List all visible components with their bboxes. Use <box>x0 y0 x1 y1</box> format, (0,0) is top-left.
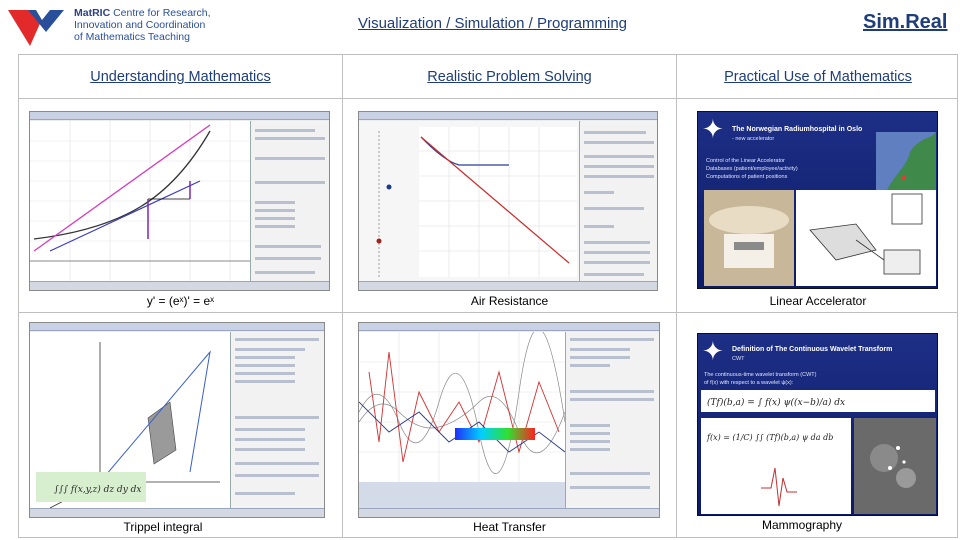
svg-text:∫∫∫ f(x,y,z) dz dy dx: ∫∫∫ f(x,y,z) dz dy dx <box>54 485 142 495</box>
app-bottom-bar <box>359 281 657 290</box>
logo-line-2: Innovation and Coordination <box>74 19 206 31</box>
air-resistance-plot <box>359 121 579 285</box>
nav-title-link[interactable]: Visualization / Simulation / Programming <box>358 15 628 32</box>
svg-text:(Tf)(b,a) = ∫ f(x) ψ((x−b)/a): (Tf)(b,a) = ∫ f(x) ψ((x−b)/a) dx <box>707 398 846 408</box>
col-head-understanding[interactable]: Understanding Mathematics <box>90 69 271 85</box>
derivative-plot <box>30 121 250 285</box>
caption-air-resistance: Air Resistance <box>470 294 549 308</box>
app-bottom-bar <box>359 508 659 517</box>
app-toolbar <box>359 112 657 120</box>
star-icon: ✦ <box>702 336 724 366</box>
slide-subtitle: CWT <box>732 356 745 362</box>
logo-line-3: of Mathematics Teaching <box>74 31 190 43</box>
air-resistance-side-panel <box>579 121 658 281</box>
screenshot-air-resistance-app[interactable] <box>358 111 658 291</box>
slide-title: Definition of The Continuous Wavelet Transform <box>732 346 893 353</box>
col-head-problem-solving[interactable]: Realistic Problem Solving <box>427 69 592 85</box>
app-toolbar <box>359 323 659 331</box>
slide-bullet: Databases (patient/employee/activity) <box>706 166 798 172</box>
screenshot-heat-transfer-app[interactable] <box>358 322 660 518</box>
star-icon: ✦ <box>702 114 724 144</box>
mammogram-image <box>854 418 936 514</box>
caption-linear-accelerator: Linear Accelerator <box>769 294 867 308</box>
heat-transfer-side-panel <box>565 332 660 508</box>
svg-text:f(x) = (1/C) ∫∫ (Tf)(b,a) ψ da: f(x) = (1/C) ∫∫ (Tf)(b,a) ψ da db <box>707 433 834 442</box>
heat-transfer-plot <box>359 332 565 510</box>
norway-map-image <box>876 132 936 196</box>
screenshot-triple-integral-app[interactable] <box>29 322 325 518</box>
app-bottom-bar <box>30 508 324 517</box>
logo-text <box>74 7 211 43</box>
slide-subtitle: - new accelerator <box>732 136 775 142</box>
screenshot-derivative-app[interactable] <box>29 111 330 291</box>
col-head-practical-use[interactable]: Practical Use of Mathematics <box>724 69 912 85</box>
derivative-side-panel <box>250 121 330 281</box>
accelerator-diagram <box>796 190 936 286</box>
caption-derivative: y' = (eˣ)' = eˣ <box>146 294 215 308</box>
grid-divider-h <box>19 312 957 313</box>
slide-bullet: of f(x) with respect to a wavelet ψ(x): <box>704 380 794 386</box>
app-toolbar <box>30 323 324 331</box>
grid-divider-h <box>19 98 957 99</box>
caption-heat-transfer: Heat Transfer <box>473 520 546 534</box>
slide-title: The Norwegian Radiumhospital in Oslo <box>732 126 863 133</box>
slide-bullet: Computations of patient positions <box>706 174 788 180</box>
matric-logo[interactable] <box>6 6 211 48</box>
slide-linear-accelerator[interactable] <box>697 111 938 289</box>
cwt-formula-image <box>701 390 935 412</box>
matric-logo-icon <box>6 6 68 48</box>
radiotherapy-room-photo <box>704 190 794 286</box>
slide-bullet: The continuous-time wavelet transform (CWT) <box>704 372 817 378</box>
showcase-grid <box>18 54 958 538</box>
slide-wavelet-transform[interactable] <box>697 333 938 516</box>
inverse-cwt-formula-image <box>701 418 851 514</box>
logo-name: MatRIC <box>74 7 111 19</box>
slide-bullet: Control of the Linear Accelerator <box>706 158 785 164</box>
app-toolbar <box>30 112 329 120</box>
caption-mammography: Mammography <box>761 518 843 532</box>
caption-triple-integral: Trippel integral <box>123 520 203 534</box>
brand-link[interactable]: Sim.Real <box>863 11 948 33</box>
app-bottom-bar <box>30 281 329 290</box>
logo-line-1: Centre for Research, <box>113 7 211 19</box>
triple-integral-side-panel <box>230 332 325 508</box>
triple-integral-plot <box>30 332 230 510</box>
